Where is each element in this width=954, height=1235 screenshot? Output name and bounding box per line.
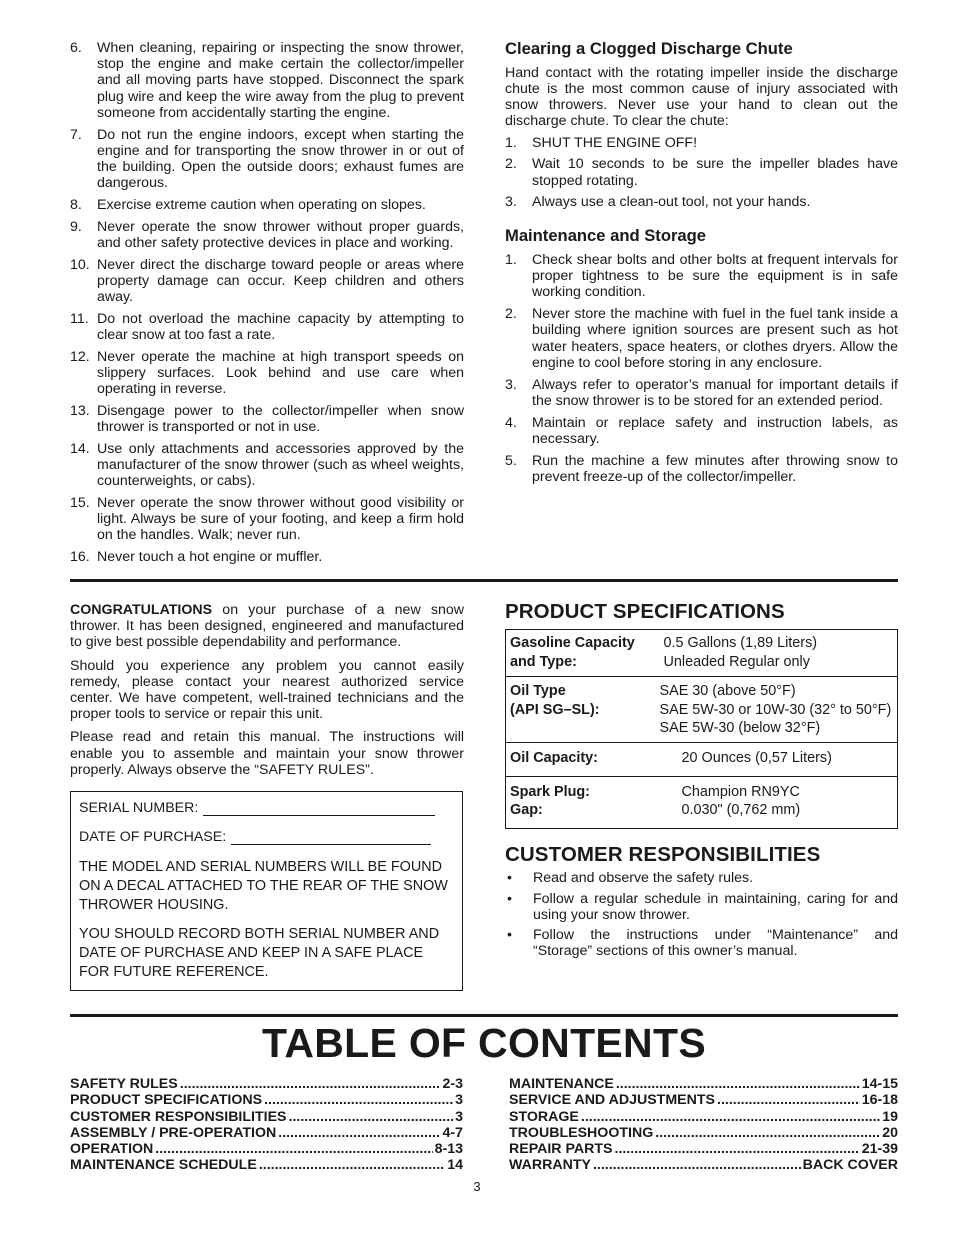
list-item: • Read and observe the safety rules. <box>507 870 754 887</box>
table-row: Spark Plug: Gap: Champion RN9YC 0.030" (0,762 mm) <box>506 776 898 828</box>
date-of-purchase-line[interactable] <box>231 831 431 845</box>
toc-entry[interactable]: WARRANTY ..... BACK COVER <box>509 1157 898 1173</box>
list-item: 7. Do not run the engine indoors, except when starting the engine and for transporting the snow thrower in or out of the building. Open the outside doors; exhaust fumes are dangerous. <box>70 126 464 192</box>
table-row: Oil Type (API SG–SL): SAE 30 (above 50°F) SAE 5W-30 or 10W-30 (32° to 50°F) SAE 5W-30 (below 32°F) <box>506 676 898 742</box>
list-item: 12. Never operate the machine at high transport speeds on slippery surfaces. Look behind and use care when operating in reverse. <box>70 348 464 398</box>
toc-right-column <box>509 1076 898 1174</box>
customer-responsibilities-heading: CUSTOMER RESPONSIBILITIES <box>505 843 821 867</box>
bullet-icon: • <box>507 927 512 944</box>
intro-section <box>70 602 464 785</box>
list-item: 3. Always use a clean-out tool, not your hands. <box>505 194 811 211</box>
serial-number-field[interactable]: SERIAL NUMBER: <box>79 800 454 816</box>
service-paragraph: Should you experience any problem you cannot easily remedy, please contact your nearest authorized service center. We have competent, well-trained technicians and the proper tools to service or repair this unit. <box>70 657 464 723</box>
list-item: 8. Exercise extreme caution when operating on slopes. <box>70 196 426 213</box>
toc-entry[interactable]: SAFETY RULES ..... 2-3 <box>70 1076 463 1092</box>
safety-rules-list <box>70 40 464 565</box>
list-item: 4. Maintain or replace safety and instruction labels, as necessary. <box>505 414 898 447</box>
table-row: Oil Capacity: 20 Ounces (0,57 Liters) <box>506 742 898 776</box>
chute-and-storage-section <box>505 40 898 491</box>
list-item: 16. Never touch a hot engine or muffler. <box>70 549 323 566</box>
bullet-icon: • <box>507 890 512 907</box>
product-specifications-table <box>505 629 898 829</box>
toc-entry[interactable]: SERVICE AND ADJUSTMENTS ..... 16-18 <box>509 1092 898 1108</box>
list-item: 2. Wait 10 seconds to be sure the impeller blades have stopped rotating. <box>505 156 898 189</box>
list-item: 13. Disengage power to the collector/impeller when snow thrower is transported or not in use. <box>70 402 464 436</box>
section-divider <box>70 1014 898 1017</box>
serial-number-box <box>70 791 463 991</box>
list-item: 1. Check shear bolts and other bolts at frequent intervals for proper tightness to be sure the equipment is in safe working condition. <box>505 252 898 301</box>
list-item: 9. Never operate the snow thrower without proper guards, and other safety protective devices in place and working. <box>70 218 464 251</box>
table-row: Gasoline Capacity and Type: 0.5 Gallons (1,89 Liters) Unleaded Regular only <box>510 635 818 671</box>
list-item: 5. Run the machine a few minutes after throwing snow to prevent freeze-up of the collector/impeller. <box>505 452 898 485</box>
maintenance-storage-list <box>505 252 898 485</box>
page-number: 3 <box>473 1179 481 1194</box>
list-item: 6. When cleaning, repairing or inspecting the snow thrower, stop the engine and make certain the collector/impeller and all moving parts have stopped. Disconnect the spark plug wire and keep the wire away from the plug to prevent someone from accidentally starting the engine. <box>70 40 464 121</box>
customer-responsibilities-list <box>505 870 898 959</box>
safety-rules-continued <box>70 40 464 571</box>
clogged-chute-intro: Hand contact with the rotating impeller inside the discharge chute is the most common cause of injury associated with snow throwers. Never use your hand to clean out the discharge chute. To clear the chute: <box>505 64 898 130</box>
list-item: 15. Never operate the snow thrower without good visibility or light. Always be sure of your footing, and keep a firm hold on the handles. Walk; never run. <box>70 495 464 544</box>
list-item: 1. SHUT THE ENGINE OFF! <box>505 134 698 151</box>
section-divider <box>70 579 898 582</box>
toc-entry[interactable]: CUSTOMER RESPONSIBILITIES ..... 3 <box>70 1109 463 1125</box>
list-item: 14. Use only attachments and accessories approved by the manufacturer of the snow thrower (such as wheel weights, counterweights, or cabs). <box>70 440 464 490</box>
list-item: 3. Always refer to operator’s manual for important details if the snow thrower is to be stored for an extended period. <box>505 376 898 409</box>
clogged-chute-heading: Clearing a Clogged Discharge Chute <box>505 39 793 58</box>
list-item: • Follow a regular schedule in maintaining, caring for and using your snow thrower. <box>507 890 898 923</box>
product-specifications-heading: PRODUCT SPECIFICATIONS <box>505 600 785 623</box>
toc-left-column <box>70 1076 463 1174</box>
toc-entry[interactable]: STORAGE ..... 19 <box>509 1109 898 1125</box>
serial-number-line[interactable] <box>203 802 435 816</box>
table-of-contents-title: TABLE OF CONTENTS <box>262 1020 706 1066</box>
toc-entry[interactable]: MAINTENANCE ..... 14-15 <box>509 1076 898 1092</box>
serial-location-note: THE MODEL AND SERIAL NUMBERS WILL BE FOUND ON A DECAL ATTACHED TO THE REAR OF THE SNOW THROWER HOUSING. <box>79 859 448 914</box>
toc-entry[interactable]: TROUBLESHOOTING ..... 20 <box>509 1125 898 1141</box>
toc-entry[interactable]: PRODUCT SPECIFICATIONS ..... 3 <box>70 1092 463 1108</box>
toc-entry[interactable]: REPAIR PARTS ..... 21-39 <box>509 1141 898 1157</box>
list-item: 10. Never direct the discharge toward people or areas where property damage can occur. Keep children and others away. <box>70 256 464 305</box>
maintenance-storage-heading: Maintenance and Storage <box>505 226 707 246</box>
date-of-purchase-field[interactable]: DATE OF PURCHASE: <box>79 829 454 845</box>
list-item: • Follow the instructions under “Maintenance” and “Storage” sections of this owner’s manual. <box>507 927 898 960</box>
specs-section <box>505 600 898 963</box>
record-note: YOU SHOULD RECORD BOTH SERIAL NUMBER AND DATE OF PURCHASE AND KEEP IN A SAFE PLACE FOR FUTURE REFERENCE. <box>79 926 440 981</box>
clogged-chute-steps <box>505 135 898 211</box>
bullet-icon: • <box>507 870 512 887</box>
toc-entry[interactable]: OPERATION ..... 8-13 <box>70 1141 463 1157</box>
congratulations-paragraph: CONGRATULATIONS on your purchase of a new snow thrower. It has been designed, engineered and manufactured to give best possible dependability and performance. <box>70 602 464 651</box>
toc-entry[interactable]: MAINTENANCE SCHEDULE ..... 14 <box>70 1157 463 1173</box>
list-item: 2. Never store the machine with fuel in the fuel tank inside a building where ignition sources are present such as hot water heaters, space heaters, or clothes dryers. Allow the engine to cool before storing in any enclosure. <box>505 306 898 371</box>
retain-manual-paragraph: Please read and retain this manual. The instructions will enable you to assemble and maintain your snow thrower properly. Always observe the “SAFETY RULES”. <box>70 729 464 778</box>
list-item: 11. Do not overload the machine capacity by attempting to clear snow at too fast a rate. <box>70 310 464 343</box>
toc-entry[interactable]: ASSEMBLY / PRE-OPERATION ..... 4-7 <box>70 1125 463 1141</box>
